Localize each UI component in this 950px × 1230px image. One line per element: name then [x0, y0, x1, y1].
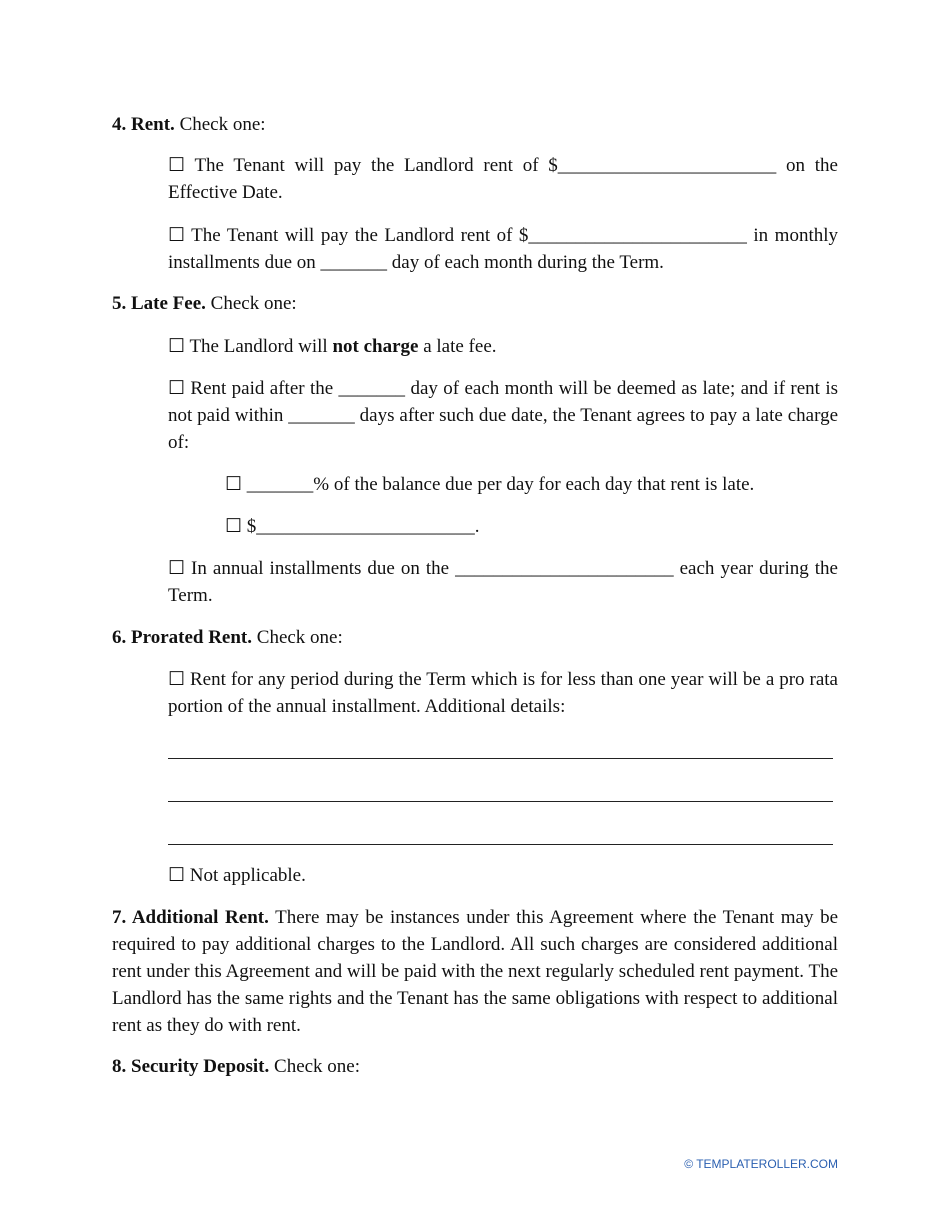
section-7-paragraph: [112, 904, 838, 1039]
rent-option-monthly[interactable]: ☐ The Tenant will pay the Landlord rent of $_______________________ in monthly installments due on _______ day of each month during the Term.: [168, 225, 838, 273]
details-blank-line-2[interactable]: [168, 801, 833, 802]
details-blank-line-1[interactable]: [168, 758, 833, 759]
section-title: 6. Prorated Rent.: [112, 627, 253, 648]
section-title: 7. Additional Rent.: [112, 907, 269, 928]
footer-link[interactable]: © TEMPLATEROLLER.COM: [684, 1157, 838, 1171]
prorated-option-pro-rata[interactable]: ☐ Rent for any period during the Term which is for less than one year will be a pro rata portion of the annual installment. Additional details:: [168, 669, 838, 717]
annual-installments-option[interactable]: ☐ In annual installments due on the _______________________ each year during the Term.: [168, 558, 838, 606]
late-fee-option-charge[interactable]: ☐ Rent paid after the _______ day of each month will be deemed as late; and if rent is not paid within _______ days after such due date, the Tenant agrees to pay a late charge of:: [168, 378, 838, 453]
section-text: There may be instances under this Agreement where the Tenant may be required to pay additional charges to the Landlord. All such charges are considered additional rent under this Agreement and will be paid with the next regularly scheduled rent payment. The Landlord has the same rights and the Tenant has the same obligations with respect to additional rent as they do with rent.: [112, 907, 838, 1036]
bold-text: not charge: [332, 336, 419, 357]
text: a late fee.: [418, 336, 497, 357]
section-text: Check one:: [174, 114, 266, 135]
section-title: 5. Late Fee.: [112, 293, 206, 314]
section-text: Check one:: [252, 627, 343, 648]
section-8-heading: [112, 1053, 838, 1080]
late-charge-percent-option[interactable]: ☐ _______% of the balance due per day for each day that rent is late.: [225, 474, 755, 495]
section-4-heading: [112, 111, 838, 138]
section-text: Check one:: [269, 1056, 361, 1077]
late-charge-amount-option[interactable]: ☐ $_______________________.: [225, 516, 480, 537]
section-6-heading: [112, 624, 838, 651]
rent-option-effective-date[interactable]: ☐ The Tenant will pay the Landlord rent of $_______________________ on the Effective Date.: [168, 155, 838, 203]
section-title: 4. Rent.: [112, 114, 175, 135]
section-title: 8. Security Deposit.: [112, 1056, 270, 1077]
late-fee-option-none[interactable]: [168, 333, 838, 360]
prorated-option-not-applicable[interactable]: ☐ Not applicable.: [168, 865, 306, 886]
section-5-heading: [112, 290, 838, 317]
details-blank-line-3[interactable]: [168, 844, 833, 845]
text: ☐ The Landlord will: [168, 336, 333, 357]
section-text: Check one:: [205, 293, 297, 314]
